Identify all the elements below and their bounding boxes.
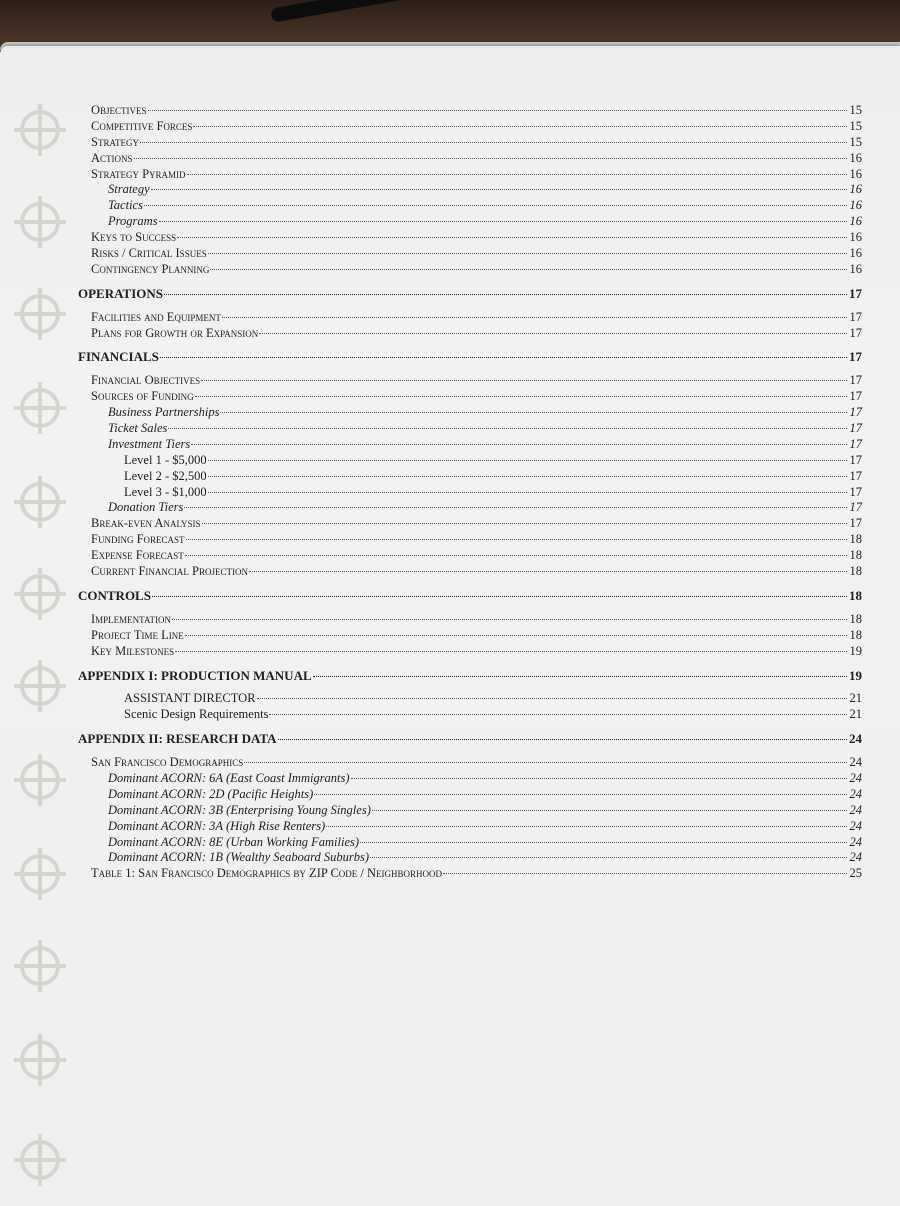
toc-entry[interactable]: Key Milestones 19 [91, 643, 862, 658]
toc-subentry[interactable]: Dominant ACORN: 3A (High Rise Renters) 24 [108, 818, 862, 833]
toc-entry[interactable]: Risks / Critical Issues 16 [91, 246, 862, 261]
crosshair-watermark-icon [10, 564, 70, 624]
toc-section-financials[interactable]: FINANCIALS 17 [78, 349, 862, 365]
toc-entry[interactable]: Current Financial Projection 18 [91, 564, 862, 579]
toc-section-appendix-2[interactable]: APPENDIX II: RESEARCH DATA 24 [78, 731, 862, 747]
toc-entry[interactable]: Project Time Line 18 [91, 627, 862, 642]
toc-section-operations[interactable]: OPERATIONS 17 [78, 285, 862, 301]
toc-subsubentry[interactable]: Level 1 - $5,000 17 [124, 452, 862, 467]
crosshair-watermark-icon [10, 1130, 70, 1190]
toc-subentry[interactable]: Dominant ACORN: 6A (East Coast Immigrants) 24 [108, 770, 862, 785]
crosshair-watermark-icon [10, 844, 70, 904]
toc-subsubentry[interactable]: Level 3 - $1,000 17 [124, 484, 862, 499]
toc-subentry[interactable]: Dominant ACORN: 1B (Wealthy Seaboard Suburbs) 24 [108, 850, 862, 865]
crosshair-watermark-icon [10, 378, 70, 438]
crosshair-watermark-icon [10, 192, 70, 252]
toc-subentry[interactable]: Strategy 16 [108, 182, 862, 197]
toc-subentry[interactable]: Dominant ACORN: 2D (Pacific Heights) 24 [108, 786, 862, 801]
crosshair-watermark-icon [10, 936, 70, 996]
toc-entry[interactable]: Sources of Funding 17 [91, 389, 862, 404]
toc-entry[interactable]: ASSISTANT DIRECTOR 21 [124, 691, 862, 706]
watermark-column [10, 100, 74, 1200]
toc-subentry[interactable]: Dominant ACORN: 3B (Enterprising Young Singles) 24 [108, 802, 862, 817]
toc-entry[interactable]: Competitive Forces 15 [91, 118, 862, 133]
toc-entry[interactable]: Strategy Pyramid 16 [91, 166, 862, 181]
toc-entry[interactable]: Actions 16 [91, 150, 862, 165]
toc-entry[interactable]: Scenic Design Requirements 21 [124, 707, 862, 722]
toc-entry[interactable]: Financial Objectives 17 [91, 373, 862, 388]
toc-subentry[interactable]: Dominant ACORN: 8E (Urban Working Families) 24 [108, 834, 862, 849]
toc-section-controls[interactable]: CONTROLS 18 [78, 587, 862, 603]
toc-subentry[interactable]: Programs 16 [108, 214, 862, 229]
toc-entry[interactable]: San Francisco Demographics 24 [91, 755, 862, 770]
crosshair-watermark-icon [10, 1030, 70, 1090]
toc-entry[interactable]: Break-even Analysis 17 [91, 516, 862, 531]
toc-section-appendix-1[interactable]: APPENDIX I: PRODUCTION MANUAL 19 [78, 667, 862, 683]
toc-entry[interactable]: Funding Forecast 18 [91, 532, 862, 547]
toc-subentry[interactable]: Investment Tiers 17 [108, 436, 862, 451]
toc-entry[interactable]: Plans for Growth or Expansion 17 [91, 325, 862, 340]
toc-subentry[interactable]: Tactics 16 [108, 198, 862, 213]
toc-entry[interactable]: Keys to Success 16 [91, 230, 862, 245]
toc-subentry[interactable]: Business Partnerships 17 [108, 405, 862, 420]
crosshair-watermark-icon [10, 284, 70, 344]
toc-entry[interactable]: Table 1: San Francisco Demographics by ZIP Code / Neighborhood 25 [91, 866, 862, 881]
toc-subsubentry[interactable]: Level 2 - $2,500 17 [124, 468, 862, 483]
toc-subentry[interactable]: Donation Tiers 17 [108, 500, 862, 515]
toc-subentry[interactable]: Ticket Sales 17 [108, 421, 862, 436]
toc-entry[interactable]: Contingency Planning 16 [91, 261, 862, 276]
crosshair-watermark-icon [10, 750, 70, 810]
toc-entry[interactable]: Facilities and Equipment 17 [91, 309, 862, 324]
toc-entry[interactable]: Expense Forecast 18 [91, 548, 862, 563]
crosshair-watermark-icon [10, 472, 70, 532]
toc-entry[interactable]: Strategy 15 [91, 134, 862, 149]
crosshair-watermark-icon [10, 100, 70, 160]
toc-entry[interactable]: Objectives 15 [91, 103, 862, 117]
crosshair-watermark-icon [10, 656, 70, 716]
toc-entry[interactable]: Implementation 18 [91, 611, 862, 626]
table-of-contents [78, 103, 862, 882]
